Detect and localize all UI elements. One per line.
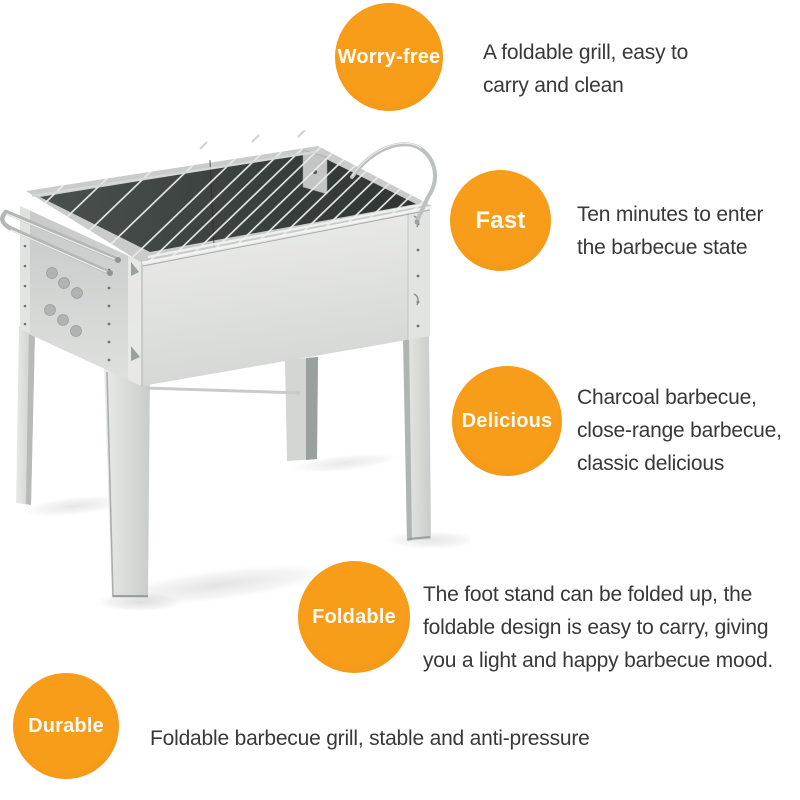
- description-line: classic delicious: [577, 452, 725, 475]
- description-line: The foot stand can be folded up, the: [423, 583, 753, 606]
- description-line: Ten minutes to enter: [577, 203, 764, 226]
- feature-badge-foldable: [298, 561, 410, 673]
- feature-description: [150, 722, 590, 755]
- description-line: A foldable grill, easy to: [483, 41, 689, 64]
- feature-badge-worry-free: [335, 3, 443, 111]
- grill-shadows: [16, 448, 470, 610]
- description-line: you a light and happy barbecue mood.: [423, 649, 774, 672]
- description-line: Foldable barbecue grill, stable and anti-pressure: [150, 727, 590, 750]
- description-line: Charcoal barbecue,: [577, 386, 757, 409]
- feature-badge-fast: [450, 170, 551, 271]
- feature-badge-delicious: [452, 366, 562, 476]
- product-photo-grill: [0, 130, 470, 610]
- badge-label: Worry-free: [337, 45, 441, 68]
- description-line: close-range barbecue,: [577, 419, 782, 442]
- badge-label: Durable: [28, 714, 104, 737]
- feature-badge-durable: [13, 673, 119, 779]
- badge-label: Fast: [475, 206, 526, 234]
- grill-bottom-edge: [145, 388, 300, 393]
- description-line: the barbecue state: [577, 236, 748, 259]
- feature-description: [577, 381, 782, 480]
- badge-label: Delicious: [461, 409, 553, 432]
- feature-description: [423, 578, 773, 677]
- description-line: foldable design is easy to carry, giving: [423, 616, 769, 639]
- feature-description: [483, 36, 688, 102]
- description-line: carry and clean: [483, 74, 624, 97]
- badge-label: Foldable: [312, 605, 396, 628]
- feature-description: [577, 198, 763, 264]
